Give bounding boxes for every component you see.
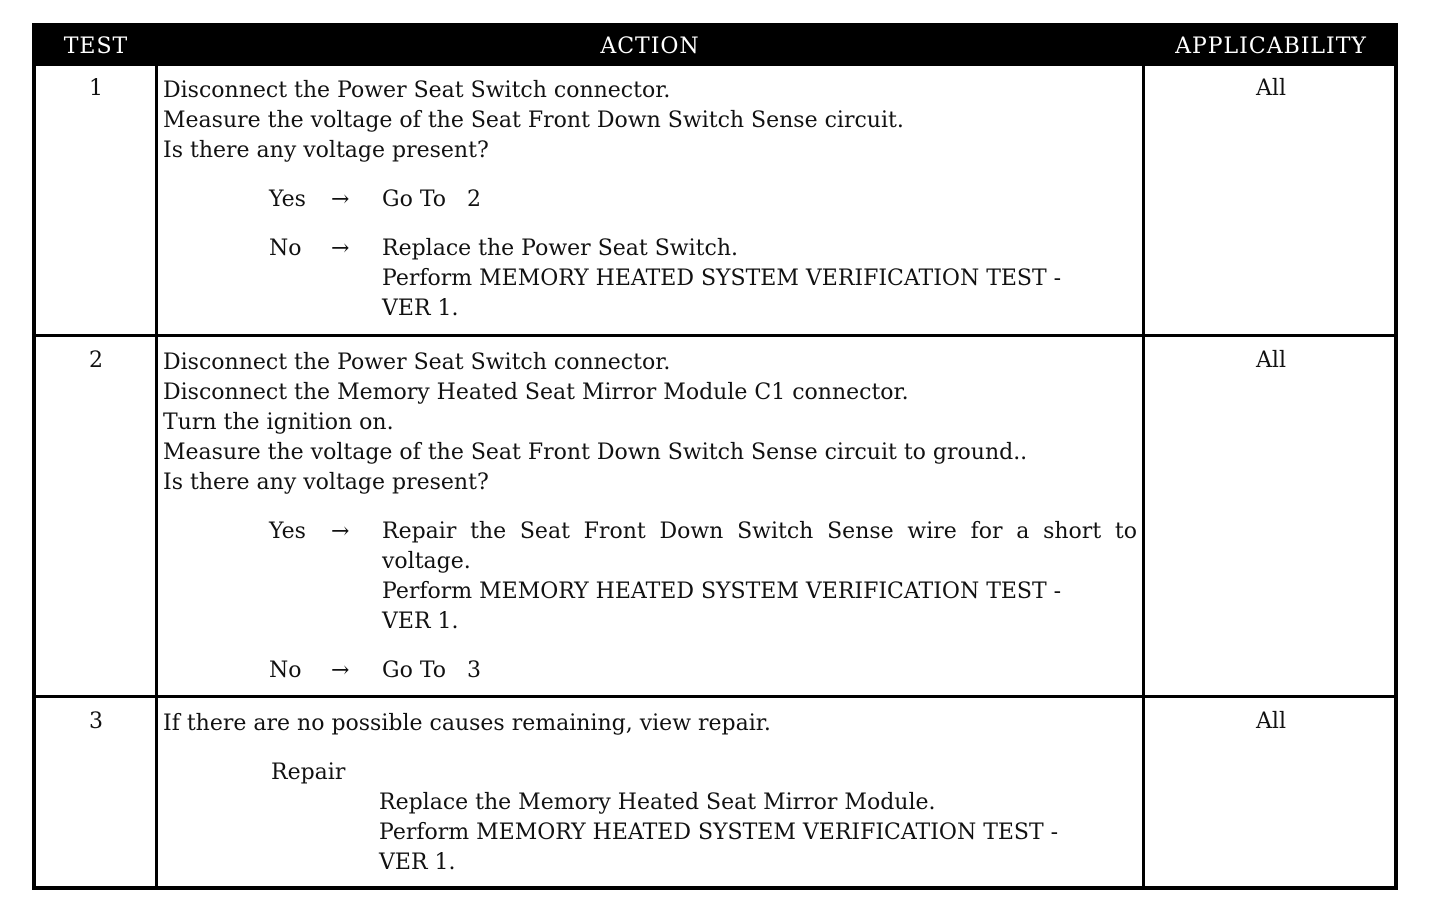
step-text: Measure the voltage of the Seat Front Down Switch Sense circuit. <box>163 108 904 133</box>
header-test: TEST <box>63 34 129 59</box>
response-text: Replace the Power Seat Switch. <box>382 236 738 261</box>
arrow-right-icon: → <box>331 658 350 683</box>
header-action: ACTION <box>600 34 700 59</box>
arrow-right-icon: → <box>331 519 350 544</box>
yes-label: Yes <box>269 519 306 544</box>
response-text: VER 1. <box>382 296 459 321</box>
step-text: Disconnect the Memory Heated Seat Mirror Module C1 connector. <box>163 380 909 405</box>
header-applicability: APPLICABILITY <box>1175 34 1367 59</box>
step-text: Turn the ignition on. <box>163 410 394 435</box>
applicability-value: All <box>1256 76 1286 101</box>
no-label: No <box>269 236 302 261</box>
no-label: No <box>269 658 302 683</box>
action-cell <box>163 348 1138 686</box>
yes-response <box>269 185 1138 215</box>
test-number: 1 <box>89 76 103 101</box>
test-number: 2 <box>89 348 103 373</box>
row-divider <box>36 334 1394 337</box>
response-text: voltage. <box>382 549 471 574</box>
applicability-value: All <box>1256 348 1286 373</box>
yes-label: Yes <box>269 187 306 212</box>
no-response <box>269 656 1138 686</box>
step-text: Measure the voltage of the Seat Front Down Switch Sense circuit to ground.. <box>163 440 1028 465</box>
test-number: 3 <box>89 709 103 734</box>
step-text: Disconnect the Power Seat Switch connector. <box>163 78 671 103</box>
action-cell <box>163 709 1138 878</box>
repair-text: VER 1. <box>379 850 456 875</box>
step-text: Is there any voltage present? <box>163 470 489 495</box>
repair-text: Perform MEMORY HEATED SYSTEM VERIFICATION TEST - <box>379 820 1059 845</box>
step-text: If there are no possible causes remaining, view repair. <box>163 711 771 736</box>
arrow-right-icon: → <box>331 236 350 261</box>
response-text: Perform MEMORY HEATED SYSTEM VERIFICATION TEST - <box>382 579 1062 604</box>
applicability-value: All <box>1256 709 1286 734</box>
repair-instructions <box>379 788 1134 878</box>
arrow-right-icon: → <box>331 187 350 212</box>
response-text: VER 1. <box>382 609 459 634</box>
diagnostic-test-table <box>32 23 1398 890</box>
step-text: Disconnect the Power Seat Switch connector. <box>163 350 671 375</box>
table-header <box>36 27 1394 66</box>
row-divider <box>36 695 1394 698</box>
action-cell <box>163 76 1138 324</box>
repair-text: Replace the Memory Heated Seat Mirror Module. <box>379 790 936 815</box>
response-text: Perform MEMORY HEATED SYSTEM VERIFICATION TEST - <box>382 266 1062 291</box>
column-divider <box>1142 27 1145 886</box>
step-text: Is there any voltage present? <box>163 138 489 163</box>
no-response <box>269 234 1138 324</box>
response-text: Go To 3 <box>382 658 481 683</box>
column-divider <box>155 27 158 886</box>
response-text: Repair the Seat Front Down Switch Sense wire for a short to <box>382 519 1137 544</box>
response-text: Go To 2 <box>382 187 481 212</box>
yes-response <box>269 517 1138 637</box>
repair-label: Repair <box>271 760 346 785</box>
